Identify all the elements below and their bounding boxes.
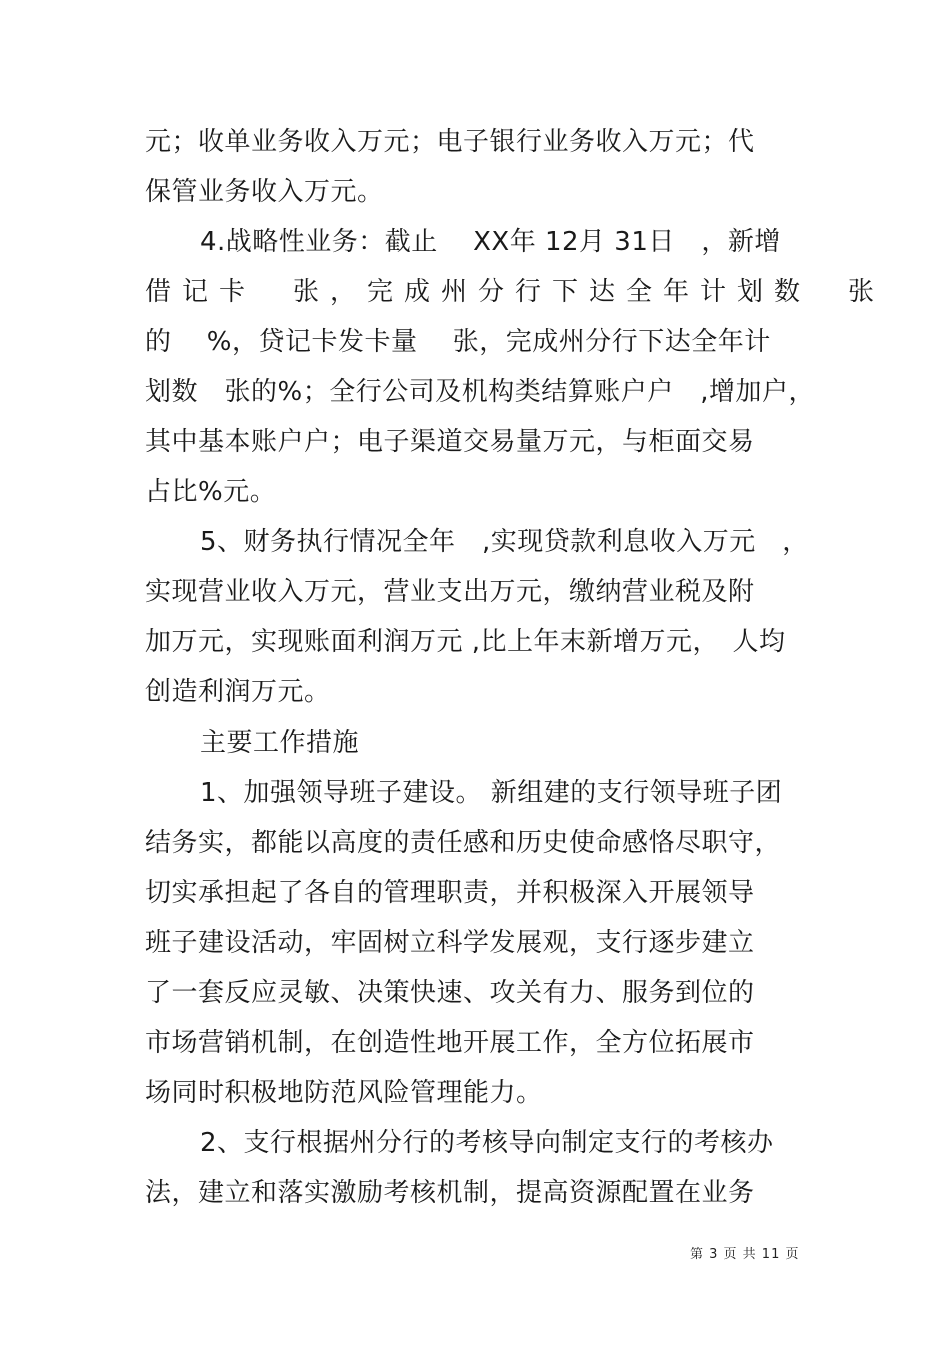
text-line: 的 %，贷记卡发卡量 张，完成州分行下达全年计 (145, 327, 771, 357)
text-line: 场同时积极地防范风险管理能力。 (145, 1078, 543, 1108)
text-line: 创造利润万元。 (145, 677, 331, 707)
page-number: 第 3 页 共 11 页 (690, 1247, 800, 1262)
text-line: 借记卡 张，完成州分行下达全年计划数 张 (145, 277, 886, 307)
text-line: 其中基本账户户；电子渠道交易量万元，与柜面交易 (145, 427, 755, 457)
text-line: 班子建设活动，牢固树立科学发展观，支行逐步建立 (145, 928, 755, 958)
text-line: 2、支行根据州分行的考核导向制定支行的考核办 (200, 1128, 774, 1158)
text-line: 了一套反应灵敏、决策快速、攻关有力、服务到位的 (145, 978, 755, 1008)
text-line: 5、财务执行情况全年 ,实现贷款利息收入万元 ， (200, 527, 809, 557)
text-line: 实现营业收入万元，营业支出万元，缴纳营业税及附 (145, 577, 755, 607)
text-line: 1、加强领导班子建设。 新组建的支行领导班子团 (200, 778, 783, 808)
text-line: 占比%元。 (145, 477, 277, 507)
text-line: 划数 张的%；全行公司及机构类结算账户户 ,增加户， (145, 377, 815, 407)
text-line: 切实承担起了各自的管理职责，并积极深入开展领导 (145, 878, 755, 908)
text-line: 市场营销机制，在创造性地开展工作，全方位拓展市 (145, 1028, 755, 1058)
text-line: 法，建立和落实激励考核机制，提高资源配置在业务 (145, 1178, 755, 1208)
text-line: 加万元，实现账面利润万元 ,比上年末新增万元， 人均 (145, 627, 786, 657)
text-line: 4.战略性业务：截止 XX年 12月 31日 ，新增 (200, 227, 781, 257)
section-heading: 主要工作措施 (200, 728, 360, 758)
text-line: 保管业务收入万元。 (145, 177, 384, 207)
text-line: 结务实，都能以高度的责任感和历史使命感恪尽职守， (145, 828, 782, 858)
text-line: 元；收单业务收入万元；电子银行业务收入万元；代 (145, 127, 755, 157)
